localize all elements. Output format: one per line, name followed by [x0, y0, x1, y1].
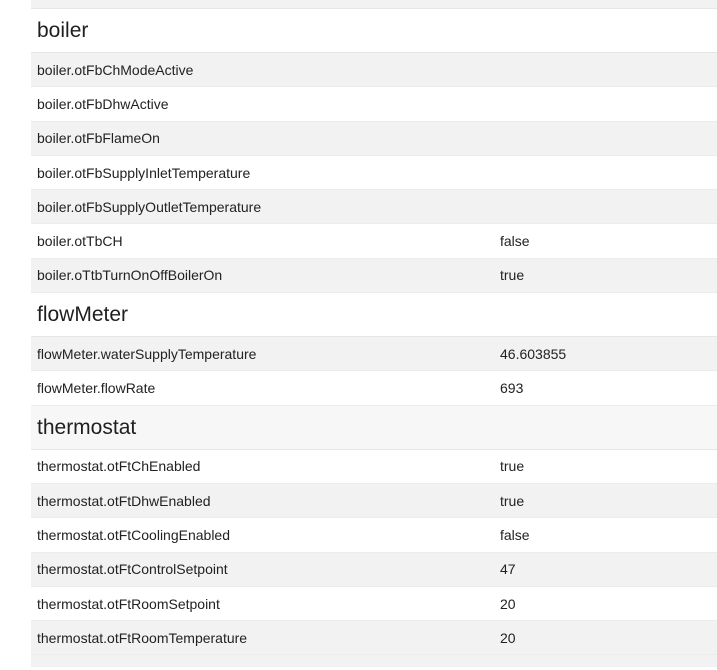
property-key: boiler.otFbSupplyInletTemperature: [37, 164, 251, 181]
property-key: boiler.otFbChModeActive: [37, 61, 194, 78]
table-bottom-edge: [31, 655, 717, 667]
table-row: [31, 553, 717, 587]
table-row: [31, 122, 717, 156]
table-row: [31, 450, 717, 484]
property-value: false: [500, 526, 530, 543]
property-value: true: [500, 492, 525, 509]
property-key: boiler.oTtbTurnOnOffBoilerOn: [37, 267, 223, 284]
property-key: thermostat.otFtDhwEnabled: [37, 492, 211, 509]
property-value: true: [500, 267, 525, 284]
property-key: flowMeter.waterSupplyTemperature: [37, 345, 257, 362]
property-value: 20: [500, 595, 516, 612]
property-key: thermostat.otFtRoomSetpoint: [37, 595, 220, 612]
device-properties-panel: [31, 0, 717, 670]
table-row: [31, 337, 717, 371]
table-row: [31, 259, 717, 293]
table-row: [31, 53, 717, 87]
table-row: [31, 518, 717, 552]
section-header-boiler: boiler: [31, 9, 717, 53]
property-key: thermostat.otFtControlSetpoint: [37, 561, 228, 578]
table-row: [31, 156, 717, 190]
property-key: thermostat.otFtChEnabled: [37, 458, 201, 475]
property-value: 46.603855: [500, 345, 567, 362]
table-row: [31, 190, 717, 224]
property-value: 20: [500, 629, 516, 646]
section-header-thermostat: thermostat: [31, 406, 717, 450]
table-row: [31, 87, 717, 121]
table-top-edge: [31, 0, 717, 9]
property-key: flowMeter.flowRate: [37, 380, 156, 397]
section-header-flowmeter: flowMeter: [31, 293, 717, 337]
property-value: 47: [500, 561, 516, 578]
table-row: [31, 484, 717, 518]
property-value: false: [500, 233, 530, 250]
property-key: boiler.otTbCH: [37, 233, 123, 250]
table-row: [31, 371, 717, 405]
property-key: boiler.otFbDhwActive: [37, 95, 169, 112]
property-value: true: [500, 458, 525, 475]
table-row: [31, 224, 717, 258]
property-value: 693: [500, 380, 524, 397]
property-key: boiler.otFbFlameOn: [37, 130, 160, 147]
table-row: [31, 587, 717, 621]
property-key: boiler.otFbSupplyOutletTemperature: [37, 198, 262, 215]
table-row: [31, 621, 717, 655]
property-key: thermostat.otFtRoomTemperature: [37, 629, 248, 646]
property-key: thermostat.otFtCoolingEnabled: [37, 526, 230, 543]
